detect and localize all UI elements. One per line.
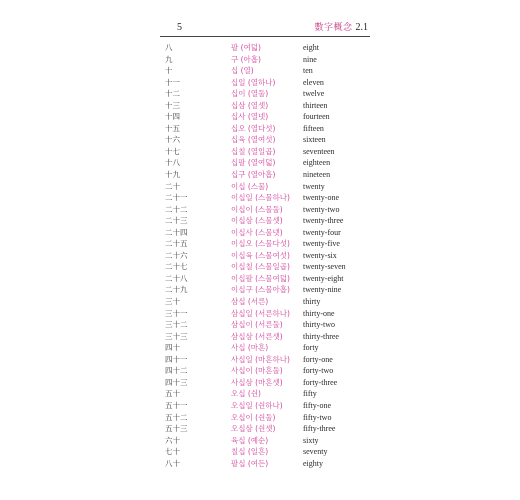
english-word: seventy bbox=[303, 447, 328, 457]
table-row bbox=[165, 146, 375, 158]
table-row bbox=[165, 181, 375, 193]
english-word: twenty bbox=[303, 181, 325, 191]
hanja-numeral: 四十一 bbox=[165, 354, 188, 364]
english-word: thirty-two bbox=[303, 320, 335, 330]
table-row bbox=[165, 400, 375, 412]
numeral-table bbox=[165, 42, 375, 469]
hanja-numeral: 十四 bbox=[165, 112, 180, 122]
table-row bbox=[165, 111, 375, 123]
korean-reading: 팔십 (여든) bbox=[231, 458, 269, 468]
table-row bbox=[165, 238, 375, 250]
english-word: twenty-nine bbox=[303, 285, 342, 295]
hanja-numeral: 五十三 bbox=[165, 424, 188, 434]
korean-reading: 삼십이 (서른둘) bbox=[231, 320, 283, 330]
english-word: forty-two bbox=[303, 366, 334, 376]
hanja-numeral: 四十二 bbox=[165, 366, 188, 376]
table-row bbox=[165, 331, 375, 343]
hanja-numeral: 三十二 bbox=[165, 320, 188, 330]
korean-reading: 십칠 (열일곱) bbox=[231, 146, 276, 156]
english-word: eight bbox=[303, 43, 319, 52]
table-row bbox=[165, 77, 375, 89]
hanja-numeral: 十五 bbox=[165, 123, 180, 133]
table-row bbox=[165, 435, 375, 447]
korean-reading: 육십 (예순) bbox=[231, 435, 269, 445]
english-word: thirty-three bbox=[303, 331, 339, 341]
table-row bbox=[165, 308, 375, 320]
table-row bbox=[165, 123, 375, 135]
table-row bbox=[165, 250, 375, 262]
english-word: thirteen bbox=[303, 100, 328, 110]
hanja-numeral: 十七 bbox=[165, 146, 180, 156]
english-word: twenty-three bbox=[303, 216, 344, 226]
table-row bbox=[165, 412, 375, 424]
table-row bbox=[165, 157, 375, 169]
table-row bbox=[165, 423, 375, 435]
hanja-numeral: 七十 bbox=[165, 447, 180, 457]
korean-reading: 사십이 (마흔둘) bbox=[231, 366, 283, 376]
korean-reading: 십 (열) bbox=[231, 66, 254, 76]
korean-reading: 삼십일 (서른하나) bbox=[231, 308, 290, 318]
english-word: forty bbox=[303, 343, 319, 353]
table-row bbox=[165, 100, 375, 112]
english-word: fourteen bbox=[303, 112, 330, 122]
english-word: twenty-seven bbox=[303, 262, 346, 272]
hanja-numeral: 十一 bbox=[165, 77, 180, 87]
korean-reading: 이십칠 (스물일곱) bbox=[231, 262, 290, 272]
table-row bbox=[165, 134, 375, 146]
table-row bbox=[165, 192, 375, 204]
korean-reading: 사십삼 (마흔셋) bbox=[231, 377, 283, 387]
korean-reading: 십팔 (열여덟) bbox=[231, 158, 276, 168]
korean-reading: 오십일 (쉰하나) bbox=[231, 400, 283, 410]
english-word: fifty-three bbox=[303, 424, 336, 434]
section-heading bbox=[314, 22, 368, 34]
english-word: nine bbox=[303, 54, 317, 64]
table-row bbox=[165, 296, 375, 308]
hanja-numeral: 六十 bbox=[165, 435, 180, 445]
korean-reading: 십이 (열둘) bbox=[231, 89, 269, 99]
table-row bbox=[165, 365, 375, 377]
korean-reading: 오십이 (쉰둘) bbox=[231, 412, 276, 422]
table-row bbox=[165, 319, 375, 331]
english-word: fifty-two bbox=[303, 412, 332, 422]
hanja-numeral: 五十 bbox=[165, 389, 180, 399]
page-number: 5 bbox=[177, 22, 182, 33]
table-row bbox=[165, 354, 375, 366]
english-word: fifteen bbox=[303, 123, 324, 133]
hanja-numeral: 二十四 bbox=[165, 227, 188, 237]
korean-reading: 이십사 (스물넷) bbox=[231, 227, 283, 237]
hanja-numeral: 九 bbox=[165, 54, 173, 64]
english-word: fifty bbox=[303, 389, 317, 399]
korean-reading: 십일 (열하나) bbox=[231, 77, 276, 87]
korean-reading: 십육 (열여섯) bbox=[231, 135, 276, 145]
hanja-numeral: 二十七 bbox=[165, 262, 188, 272]
korean-reading: 오십삼 (쉰셋) bbox=[231, 424, 276, 434]
hanja-numeral: 二十 bbox=[165, 181, 180, 191]
english-word: forty-three bbox=[303, 377, 338, 387]
korean-reading: 구 (아홉) bbox=[231, 54, 261, 64]
korean-reading: 이십이 (스물둘) bbox=[231, 204, 283, 214]
table-row bbox=[165, 446, 375, 458]
section-number: 2.1 bbox=[355, 22, 368, 33]
korean-reading: 사십 (마흔) bbox=[231, 343, 269, 353]
table-row bbox=[165, 342, 375, 354]
hanja-numeral: 三十 bbox=[165, 297, 180, 307]
english-word: forty-one bbox=[303, 354, 333, 364]
english-word: eleven bbox=[303, 77, 324, 87]
hanja-numeral: 二十三 bbox=[165, 216, 188, 226]
korean-reading: 이십구 (스물아홉) bbox=[231, 285, 290, 295]
table-row bbox=[165, 215, 375, 227]
table-row bbox=[165, 54, 375, 66]
korean-reading: 이십 (스물) bbox=[231, 181, 269, 191]
hanja-numeral: 十三 bbox=[165, 100, 180, 110]
english-word: twenty-five bbox=[303, 239, 340, 249]
table-row bbox=[165, 227, 375, 239]
hanja-numeral: 十六 bbox=[165, 135, 180, 145]
table-row bbox=[165, 88, 375, 100]
korean-reading: 십사 (열넷) bbox=[231, 112, 269, 122]
korean-reading: 이십일 (스물하나) bbox=[231, 193, 290, 203]
english-word: nineteen bbox=[303, 170, 331, 180]
hanja-numeral: 十二 bbox=[165, 89, 180, 99]
english-word: twelve bbox=[303, 89, 325, 99]
table-row bbox=[165, 169, 375, 181]
table-row bbox=[165, 388, 375, 400]
english-word: twenty-six bbox=[303, 250, 337, 260]
hanja-numeral: 四十 bbox=[165, 343, 180, 353]
hanja-numeral: 五十二 bbox=[165, 412, 188, 422]
korean-reading: 십오 (열다섯) bbox=[231, 123, 276, 133]
hanja-numeral: 二十一 bbox=[165, 193, 188, 203]
hanja-numeral: 五十一 bbox=[165, 400, 188, 410]
korean-reading: 이십삼 (스물셋) bbox=[231, 216, 283, 226]
english-word: sixteen bbox=[303, 135, 326, 145]
hanja-numeral: 三十一 bbox=[165, 308, 188, 318]
korean-reading: 십삼 (열셋) bbox=[231, 100, 269, 110]
table-row bbox=[165, 377, 375, 389]
english-word: eighty bbox=[303, 458, 323, 468]
table-row bbox=[165, 284, 375, 296]
english-word: eighteen bbox=[303, 158, 331, 168]
table-row bbox=[165, 458, 375, 470]
hanja-numeral: 十八 bbox=[165, 158, 180, 168]
korean-reading: 십구 (열아홉) bbox=[231, 170, 276, 180]
hanja-numeral: 八十 bbox=[165, 458, 180, 468]
table-row bbox=[165, 65, 375, 77]
english-word: twenty-four bbox=[303, 227, 341, 237]
hanja-numeral: 三十三 bbox=[165, 331, 188, 341]
korean-reading: 이십육 (스물여섯) bbox=[231, 250, 290, 260]
hanja-numeral: 二十九 bbox=[165, 285, 188, 295]
korean-reading: 오십 (쉰) bbox=[231, 389, 261, 399]
korean-reading: 이십팔 (스물여덟) bbox=[231, 273, 290, 283]
hanja-numeral: 二十八 bbox=[165, 273, 188, 283]
english-word: twenty-one bbox=[303, 193, 339, 203]
korean-reading: 삼십삼 (서른셋) bbox=[231, 331, 283, 341]
korean-reading: 삼십 (서른) bbox=[231, 297, 269, 307]
hanja-numeral: 四十三 bbox=[165, 377, 188, 387]
table-row bbox=[165, 261, 375, 273]
english-word: twenty-two bbox=[303, 204, 340, 214]
hanja-numeral: 二十五 bbox=[165, 239, 188, 249]
hanja-numeral: 二十六 bbox=[165, 250, 188, 260]
english-word: seventeen bbox=[303, 146, 335, 156]
hanja-numeral: 十 bbox=[165, 66, 173, 76]
korean-reading: 사십일 (마흔하나) bbox=[231, 354, 290, 364]
english-word: twenty-eight bbox=[303, 273, 344, 283]
english-word: fifty-one bbox=[303, 400, 331, 410]
korean-reading: 이십오 (스물다섯) bbox=[231, 239, 290, 249]
table-row bbox=[165, 273, 375, 285]
english-word: thirty-one bbox=[303, 308, 335, 318]
korean-reading: 팔 (여덟) bbox=[231, 43, 261, 52]
english-word: ten bbox=[303, 66, 313, 76]
english-word: sixty bbox=[303, 435, 319, 445]
korean-reading: 칠십 (일흔) bbox=[231, 447, 269, 457]
english-word: thirty bbox=[303, 297, 321, 307]
hanja-numeral: 十九 bbox=[165, 170, 180, 180]
table-row bbox=[165, 42, 375, 54]
page-header bbox=[160, 20, 370, 37]
table-row bbox=[165, 204, 375, 216]
hanja-numeral: 二十二 bbox=[165, 204, 188, 214]
section-title: 數字概念 bbox=[314, 23, 353, 33]
hanja-numeral: 八 bbox=[165, 43, 173, 52]
